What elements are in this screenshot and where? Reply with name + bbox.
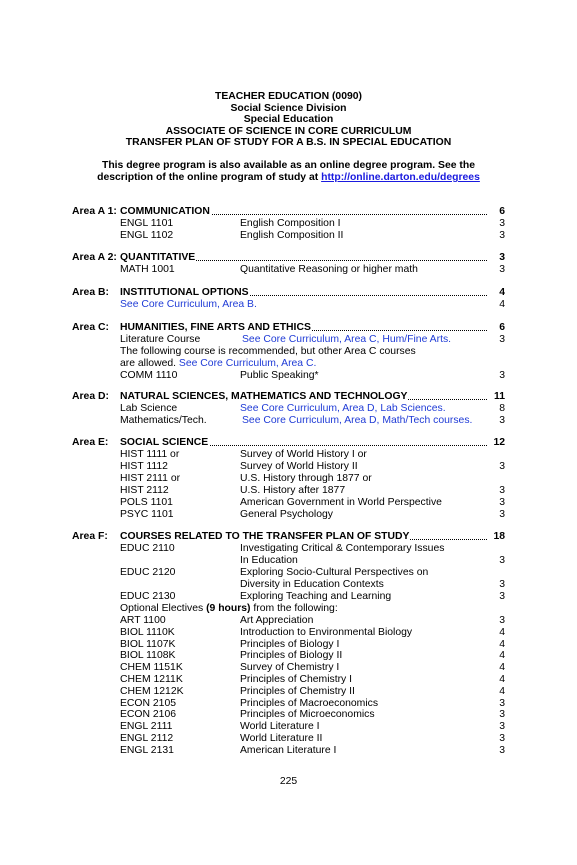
- course-desc: Principles of Biology II: [240, 650, 343, 662]
- course-row: [0, 591, 577, 603]
- course-desc: Exploring Teaching and Learning: [240, 591, 392, 602]
- course-code: Literature Course: [120, 334, 201, 345]
- online-note: [0, 160, 577, 184]
- course-hours: 3: [499, 509, 505, 520]
- course-row: [0, 415, 577, 427]
- area-label: Area B:: [72, 287, 109, 298]
- elective-row: [0, 698, 577, 710]
- course-desc: Quantitative Reasoning or higher math: [240, 264, 418, 275]
- course-hours: 4: [499, 685, 505, 697]
- course-row: [0, 473, 577, 485]
- area-label: Area A 1:: [72, 206, 117, 217]
- course-hours: 4: [499, 626, 505, 638]
- course-hours: 3: [499, 733, 505, 744]
- course-hours: 3: [499, 461, 505, 472]
- area-hours: 6: [499, 206, 505, 217]
- course-desc: Principles of Chemistry II: [240, 685, 355, 697]
- course-code: Mathematics/Tech.: [120, 415, 207, 426]
- course-code: HIST 2111 or: [120, 473, 181, 484]
- course-hours: 3: [499, 497, 505, 508]
- course-code: ENGL 2112: [120, 733, 174, 744]
- course-desc: Survey of World History II: [240, 461, 358, 472]
- course-row: [0, 567, 577, 579]
- course-code: ECON 2105: [120, 697, 177, 709]
- course-code: CHEM 1211K: [120, 674, 183, 685]
- area-hours: 11: [494, 391, 505, 402]
- course-code: Lab Science: [120, 403, 178, 414]
- online-degrees-link[interactable]: http://online.darton.edu/degrees: [321, 172, 480, 183]
- course-row: [0, 264, 577, 276]
- course-row: [0, 497, 577, 509]
- elective-row: [0, 662, 577, 674]
- area-c-heading: [0, 322, 577, 334]
- area-title: SOCIAL SCIENCE: [120, 437, 209, 448]
- area-hours: 6: [499, 322, 505, 333]
- course-code: HIST 1111 or: [120, 449, 180, 460]
- core-curriculum-link[interactable]: See Core Curriculum, Area C.: [178, 358, 317, 369]
- course-hours: 3: [499, 334, 505, 345]
- course-hours: 4: [499, 674, 505, 685]
- course-desc: Diversity in Education Contexts: [240, 579, 384, 590]
- course-code: BIOL 1107K: [120, 638, 176, 650]
- course-hours: 3: [499, 615, 505, 626]
- area-d-heading: [0, 391, 577, 403]
- electives-note: Optional Electives (9 hours) from the following:: [120, 603, 338, 614]
- course-code: ECON 2106: [120, 709, 177, 721]
- course-desc: Survey of Chemistry I: [240, 662, 340, 674]
- course-row: [0, 579, 577, 591]
- course-desc: English Composition I: [240, 218, 341, 229]
- course-desc: U.S. History after 1877: [240, 485, 346, 496]
- elective-row: [0, 745, 577, 757]
- area-title: QUANTITATIVE: [120, 252, 196, 263]
- course-hours: 8: [499, 403, 505, 414]
- course-desc: Survey of World History I or: [240, 449, 367, 460]
- course-row: [0, 555, 577, 567]
- area-label: Area E:: [72, 437, 109, 448]
- document-header: [0, 91, 577, 149]
- program-title: TEACHER EDUCATION (0090): [214, 91, 363, 102]
- course-hours: 3: [499, 485, 505, 496]
- course-row: [0, 543, 577, 555]
- area-a1-heading: [0, 206, 577, 218]
- course-desc: U.S. History through 1877 or: [240, 473, 372, 484]
- course-hours: 3: [499, 555, 505, 566]
- course-code: ENGL 1102: [120, 230, 174, 241]
- course-code: CHEM 1212K: [120, 685, 184, 697]
- course-code: BIOL 1108K: [120, 650, 176, 662]
- area-label: Area A 2:: [72, 252, 117, 263]
- division-name: Social Science Division: [230, 102, 347, 114]
- course-code: ENGL 2131: [120, 744, 174, 756]
- course-hours: 4: [499, 638, 505, 650]
- elective-row: [0, 733, 577, 745]
- course-row: [0, 485, 577, 497]
- course-hours: 3: [499, 370, 505, 381]
- course-hours: 3: [499, 264, 505, 275]
- online-note-line1: This degree program is also available as an online degree program. See the: [101, 160, 476, 171]
- course-desc: American Literature I: [240, 744, 337, 756]
- course-hours: 3: [499, 721, 505, 733]
- elective-row: [0, 709, 577, 721]
- course-desc: Principles of Macroeconomics: [240, 697, 379, 709]
- course-desc: World Literature I: [240, 721, 320, 733]
- area-title: NATURAL SCIENCES, MATHEMATICS AND TECHNOLOGY: [120, 391, 408, 402]
- course-code: COMM 1110: [120, 370, 178, 381]
- course-row: [0, 509, 577, 521]
- course-code: ENGL 1101: [120, 218, 174, 229]
- course-hours: 3: [499, 579, 505, 590]
- course-code: EDUC 2130: [120, 591, 176, 602]
- course-code: POLS 1101: [120, 497, 173, 508]
- area-hours: 3: [499, 252, 505, 263]
- course-code: HIST 1112: [120, 461, 168, 472]
- area-e-heading: [0, 437, 577, 449]
- course-row: [0, 449, 577, 461]
- course-row: [0, 403, 577, 415]
- course-desc: Introduction to Environmental Biology: [240, 626, 413, 638]
- course-code: CHEM 1151K: [120, 662, 183, 674]
- course-hours: 3: [499, 697, 505, 709]
- course-hours: 3: [499, 709, 505, 721]
- course-code: EDUC 2110: [120, 543, 175, 554]
- course-desc: American Government in World Perspective: [240, 497, 442, 508]
- area-label: Area C:: [72, 322, 109, 333]
- core-curriculum-link[interactable]: See Core Curriculum, Area D, Math/Tech courses.: [242, 415, 473, 426]
- elective-row: [0, 650, 577, 662]
- area-title: HUMANITIES, FINE ARTS AND ETHICS: [120, 322, 311, 333]
- course-code: ENGL 2111: [120, 721, 173, 733]
- elective-row: [0, 627, 577, 639]
- course-row: [0, 299, 577, 311]
- area-title: COMMUNICATION: [120, 206, 210, 217]
- course-desc: Art Appreciation: [240, 615, 314, 626]
- course-row: [0, 461, 577, 473]
- program-subtitle: Special Education: [243, 114, 334, 126]
- core-curriculum-link[interactable]: See Core Curriculum, Area B.: [120, 299, 257, 310]
- course-hours: 4: [499, 662, 505, 674]
- area-hours: 12: [493, 437, 505, 448]
- course-row: [0, 218, 577, 230]
- elective-row: [0, 639, 577, 651]
- elective-row: [0, 615, 577, 627]
- core-curriculum-link[interactable]: See Core Curriculum, Area D, Lab Sciences.: [240, 403, 446, 414]
- course-desc: World Literature II: [240, 733, 323, 744]
- course-code: MATH 1001: [120, 264, 175, 275]
- course-desc: Investigating Critical & Contemporary Issues: [240, 543, 445, 554]
- plan-title: TRANSFER PLAN OF STUDY FOR A B.S. IN SPECIAL EDUCATION: [125, 137, 452, 149]
- course-desc: English Composition II: [240, 230, 344, 241]
- course-desc: Principles of Biology I: [240, 638, 340, 650]
- course-row: [0, 334, 577, 346]
- area-a2-heading: [0, 252, 577, 264]
- course-desc: Exploring Socio-Cultural Perspectives on: [240, 567, 429, 578]
- course-hours: 4: [499, 299, 505, 310]
- recommendation-note: The following course is recommended, but other Area C courses: [120, 346, 416, 357]
- degree-title: ASSOCIATE OF SCIENCE IN CORE CURRICULUM: [165, 125, 412, 137]
- online-note-line2: description of the online program of study at http://online.darton.edu/degrees: [97, 172, 480, 183]
- course-desc: Principles of Chemistry I: [240, 674, 353, 685]
- course-code: BIOL 1110K: [120, 626, 175, 638]
- recommendation-note: are allowed. See Core Curriculum, Area C.: [120, 358, 317, 369]
- course-desc: General Psychology: [240, 509, 333, 520]
- core-curriculum-link[interactable]: See Core Curriculum, Area C, Hum/Fine Arts.: [242, 334, 452, 345]
- course-desc: In Education: [240, 555, 298, 566]
- page-number: 225: [279, 776, 298, 787]
- course-code: PSYC 1101: [120, 509, 174, 520]
- course-desc: Public Speaking*: [240, 370, 319, 381]
- area-label: Area F:: [72, 531, 108, 542]
- course-hours: 3: [499, 415, 505, 426]
- course-row: [0, 370, 577, 382]
- elective-row: [0, 686, 577, 698]
- area-title: INSTITUTIONAL OPTIONS: [120, 287, 249, 298]
- course-hours: 3: [499, 218, 505, 229]
- course-code: HIST 2112: [120, 485, 169, 496]
- course-code: EDUC 2120: [120, 567, 176, 578]
- elective-row: [0, 674, 577, 686]
- area-label: Area D:: [72, 391, 109, 402]
- area-f-heading: [0, 531, 577, 543]
- area-title: COURSES RELATED TO THE TRANSFER PLAN OF STUDY: [120, 531, 410, 542]
- course-hours: 4: [499, 650, 505, 662]
- course-hours: 3: [499, 591, 505, 602]
- area-hours: 18: [493, 531, 505, 542]
- area-hours: 4: [499, 287, 505, 298]
- area-b-heading: [0, 287, 577, 299]
- elective-row: [0, 721, 577, 733]
- course-row: [0, 230, 577, 242]
- course-desc: Principles of Microeconomics: [240, 709, 375, 721]
- course-hours: 3: [499, 230, 505, 241]
- course-hours: 3: [499, 744, 505, 756]
- course-code: ART 1100: [120, 615, 166, 626]
